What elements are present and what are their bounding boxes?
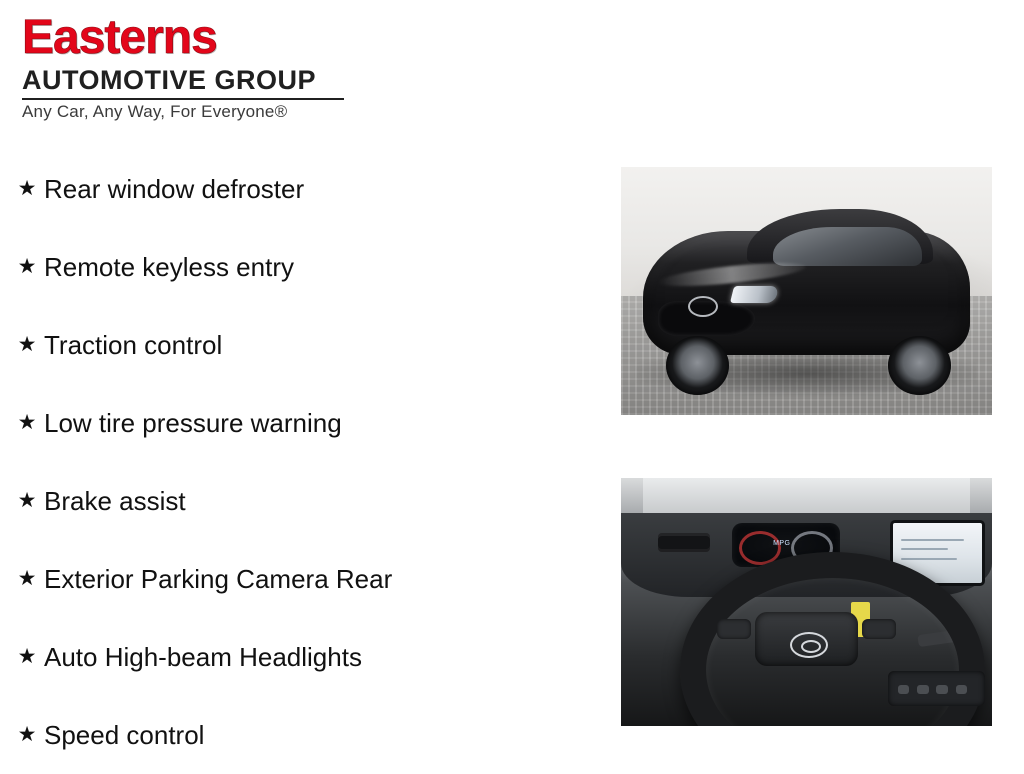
headlight (730, 286, 779, 303)
toyota-emblem-icon (790, 632, 828, 658)
list-item (10, 384, 610, 462)
console-button[interactable] (956, 685, 968, 694)
feature-label: Auto High-beam Headlights (44, 642, 362, 672)
windshield (643, 478, 969, 518)
logo-divider (22, 98, 344, 100)
feature-list (10, 150, 610, 774)
list-item (10, 462, 610, 540)
list-item (10, 306, 610, 384)
list-item (10, 150, 610, 228)
cluster-readout: MPG (773, 539, 791, 547)
star-icon: ★ (17, 489, 37, 512)
feature-label: Rear window defroster (44, 174, 305, 204)
list-item (10, 696, 610, 774)
steering-control-left[interactable] (717, 619, 750, 639)
console-button[interactable] (917, 685, 929, 694)
center-console-controls[interactable] (888, 671, 984, 706)
list-item (10, 228, 610, 306)
feature-label: Remote keyless entry (44, 252, 294, 282)
star-icon: ★ (17, 645, 37, 668)
front-wheel (666, 336, 729, 396)
star-icon: ★ (17, 255, 37, 278)
console-button[interactable] (898, 685, 910, 694)
star-icon: ★ (17, 411, 37, 434)
feature-label: Speed control (44, 720, 205, 750)
feature-label: Traction control (44, 330, 223, 360)
screen-text-line (901, 548, 947, 550)
screen-text-line (901, 558, 956, 560)
console-button[interactable] (936, 685, 948, 694)
feature-label: Low tire pressure warning (44, 408, 342, 438)
rear-wheel (888, 336, 951, 396)
vehicle-windows (773, 227, 921, 267)
screen-text-line (901, 539, 963, 541)
feature-label: Brake assist (44, 486, 186, 516)
star-icon: ★ (17, 723, 37, 746)
vehicle-exterior-photo (621, 167, 992, 415)
star-icon: ★ (17, 177, 37, 200)
brand-name: Easterns (22, 11, 217, 64)
brand-subtitle: AUTOMOTIVE GROUP (22, 65, 317, 95)
star-icon: ★ (17, 333, 37, 356)
list-item (10, 618, 610, 696)
air-vent (658, 533, 710, 553)
vehicle-emblem-icon (688, 296, 718, 317)
steering-control-right[interactable] (862, 619, 895, 639)
star-icon: ★ (17, 567, 37, 590)
brand-logo (22, 12, 352, 122)
vehicle-interior-photo (621, 478, 992, 726)
list-item (10, 540, 610, 618)
brand-tagline: Any Car, Any Way, For Everyone® (22, 102, 288, 121)
feature-label: Exterior Parking Camera Rear (44, 564, 393, 594)
